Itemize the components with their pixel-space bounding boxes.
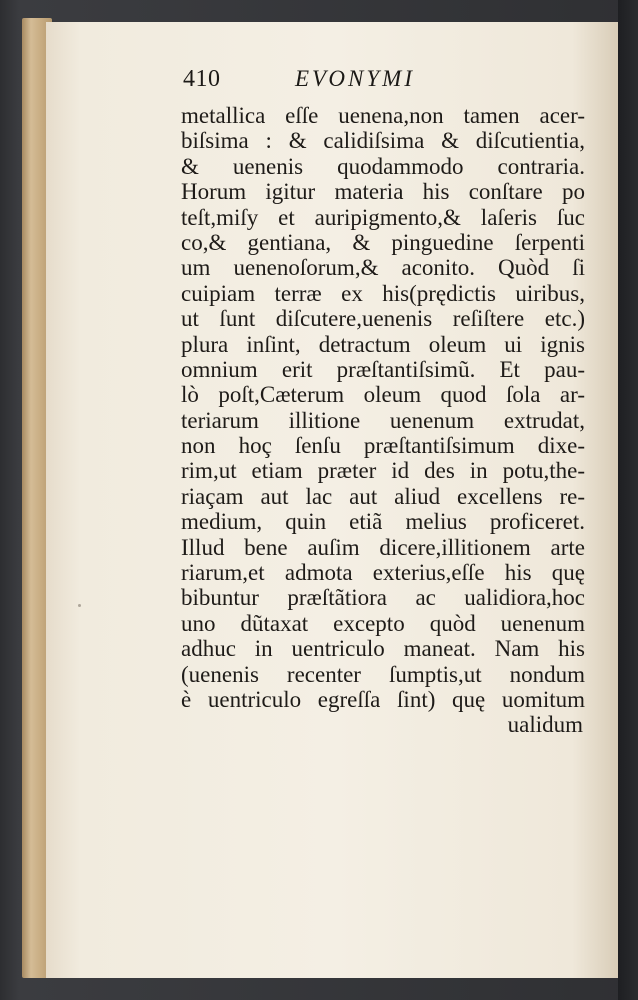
facing-page-edge xyxy=(618,0,638,1000)
text-line: omnium erit præſtantiſsimũ. Et pau- xyxy=(181,356,585,382)
text-line: riaçam aut lac aut aliud excellens re- xyxy=(181,483,585,509)
text-line: & uenenis quodammodo contraria. xyxy=(181,153,585,179)
running-title: EVONYMI xyxy=(295,66,415,91)
body-text xyxy=(181,103,585,738)
text-line: co,& gentiana, & pinguedine ſerpenti xyxy=(181,229,585,255)
text-line: ut ſunt diſcutere,uenenis reſiſtere etc.) xyxy=(181,306,585,332)
text-line: teriarum illitione uenenum extrudat, xyxy=(181,407,585,433)
text-line: uno dũtaxat excepto quòd uenenum xyxy=(181,610,585,636)
paper-speck xyxy=(78,604,81,607)
text-line: rim,ut etiam præter id des in potu,the- xyxy=(181,458,585,484)
text-line: (uenenis recenter ſumptis,ut nondum xyxy=(181,661,585,687)
text-line: adhuc in uentriculo maneat. Nam his xyxy=(181,636,585,662)
text-line: lò poſt,Cæterum oleum quod ſola ar- xyxy=(181,382,585,408)
text-line: cuipiam terræ ex his(prędictis uiribus, xyxy=(181,280,585,306)
text-line: Horum igitur materia his conſtare po xyxy=(181,179,585,205)
text-line: um uenenoſorum,& aconito. Quòd ſi xyxy=(181,255,585,281)
text-line: non hoç ſenſu præſtantiſsimum dixe- xyxy=(181,433,585,459)
page-number: 410 xyxy=(183,66,221,92)
text-line: è uentriculo egreſſa ſint) quę uomitum xyxy=(181,686,585,712)
text-line: teſt,miſy et auripigmento,& laſeris ſuc xyxy=(181,204,585,230)
text-line: medium, quin etiã melius proficeret. xyxy=(181,509,585,535)
catchword: ualidum xyxy=(507,712,583,738)
text-line: plura inſint, detractum oleum ui ignis xyxy=(181,331,585,357)
text-line: riarum,et admota exterius,eſſe his quę xyxy=(181,560,585,586)
running-head xyxy=(183,66,583,96)
text-line: Illud bene auſim dicere,illitionem arte xyxy=(181,534,585,560)
text-line: metallica eſſe uenena,non tamen acer- xyxy=(181,103,585,128)
text-line: bibuntur præſtãtiora ac ualidiora,hoc xyxy=(181,585,585,611)
text-line: biſsima : & calidiſsima & diſcutientia, xyxy=(181,128,585,154)
